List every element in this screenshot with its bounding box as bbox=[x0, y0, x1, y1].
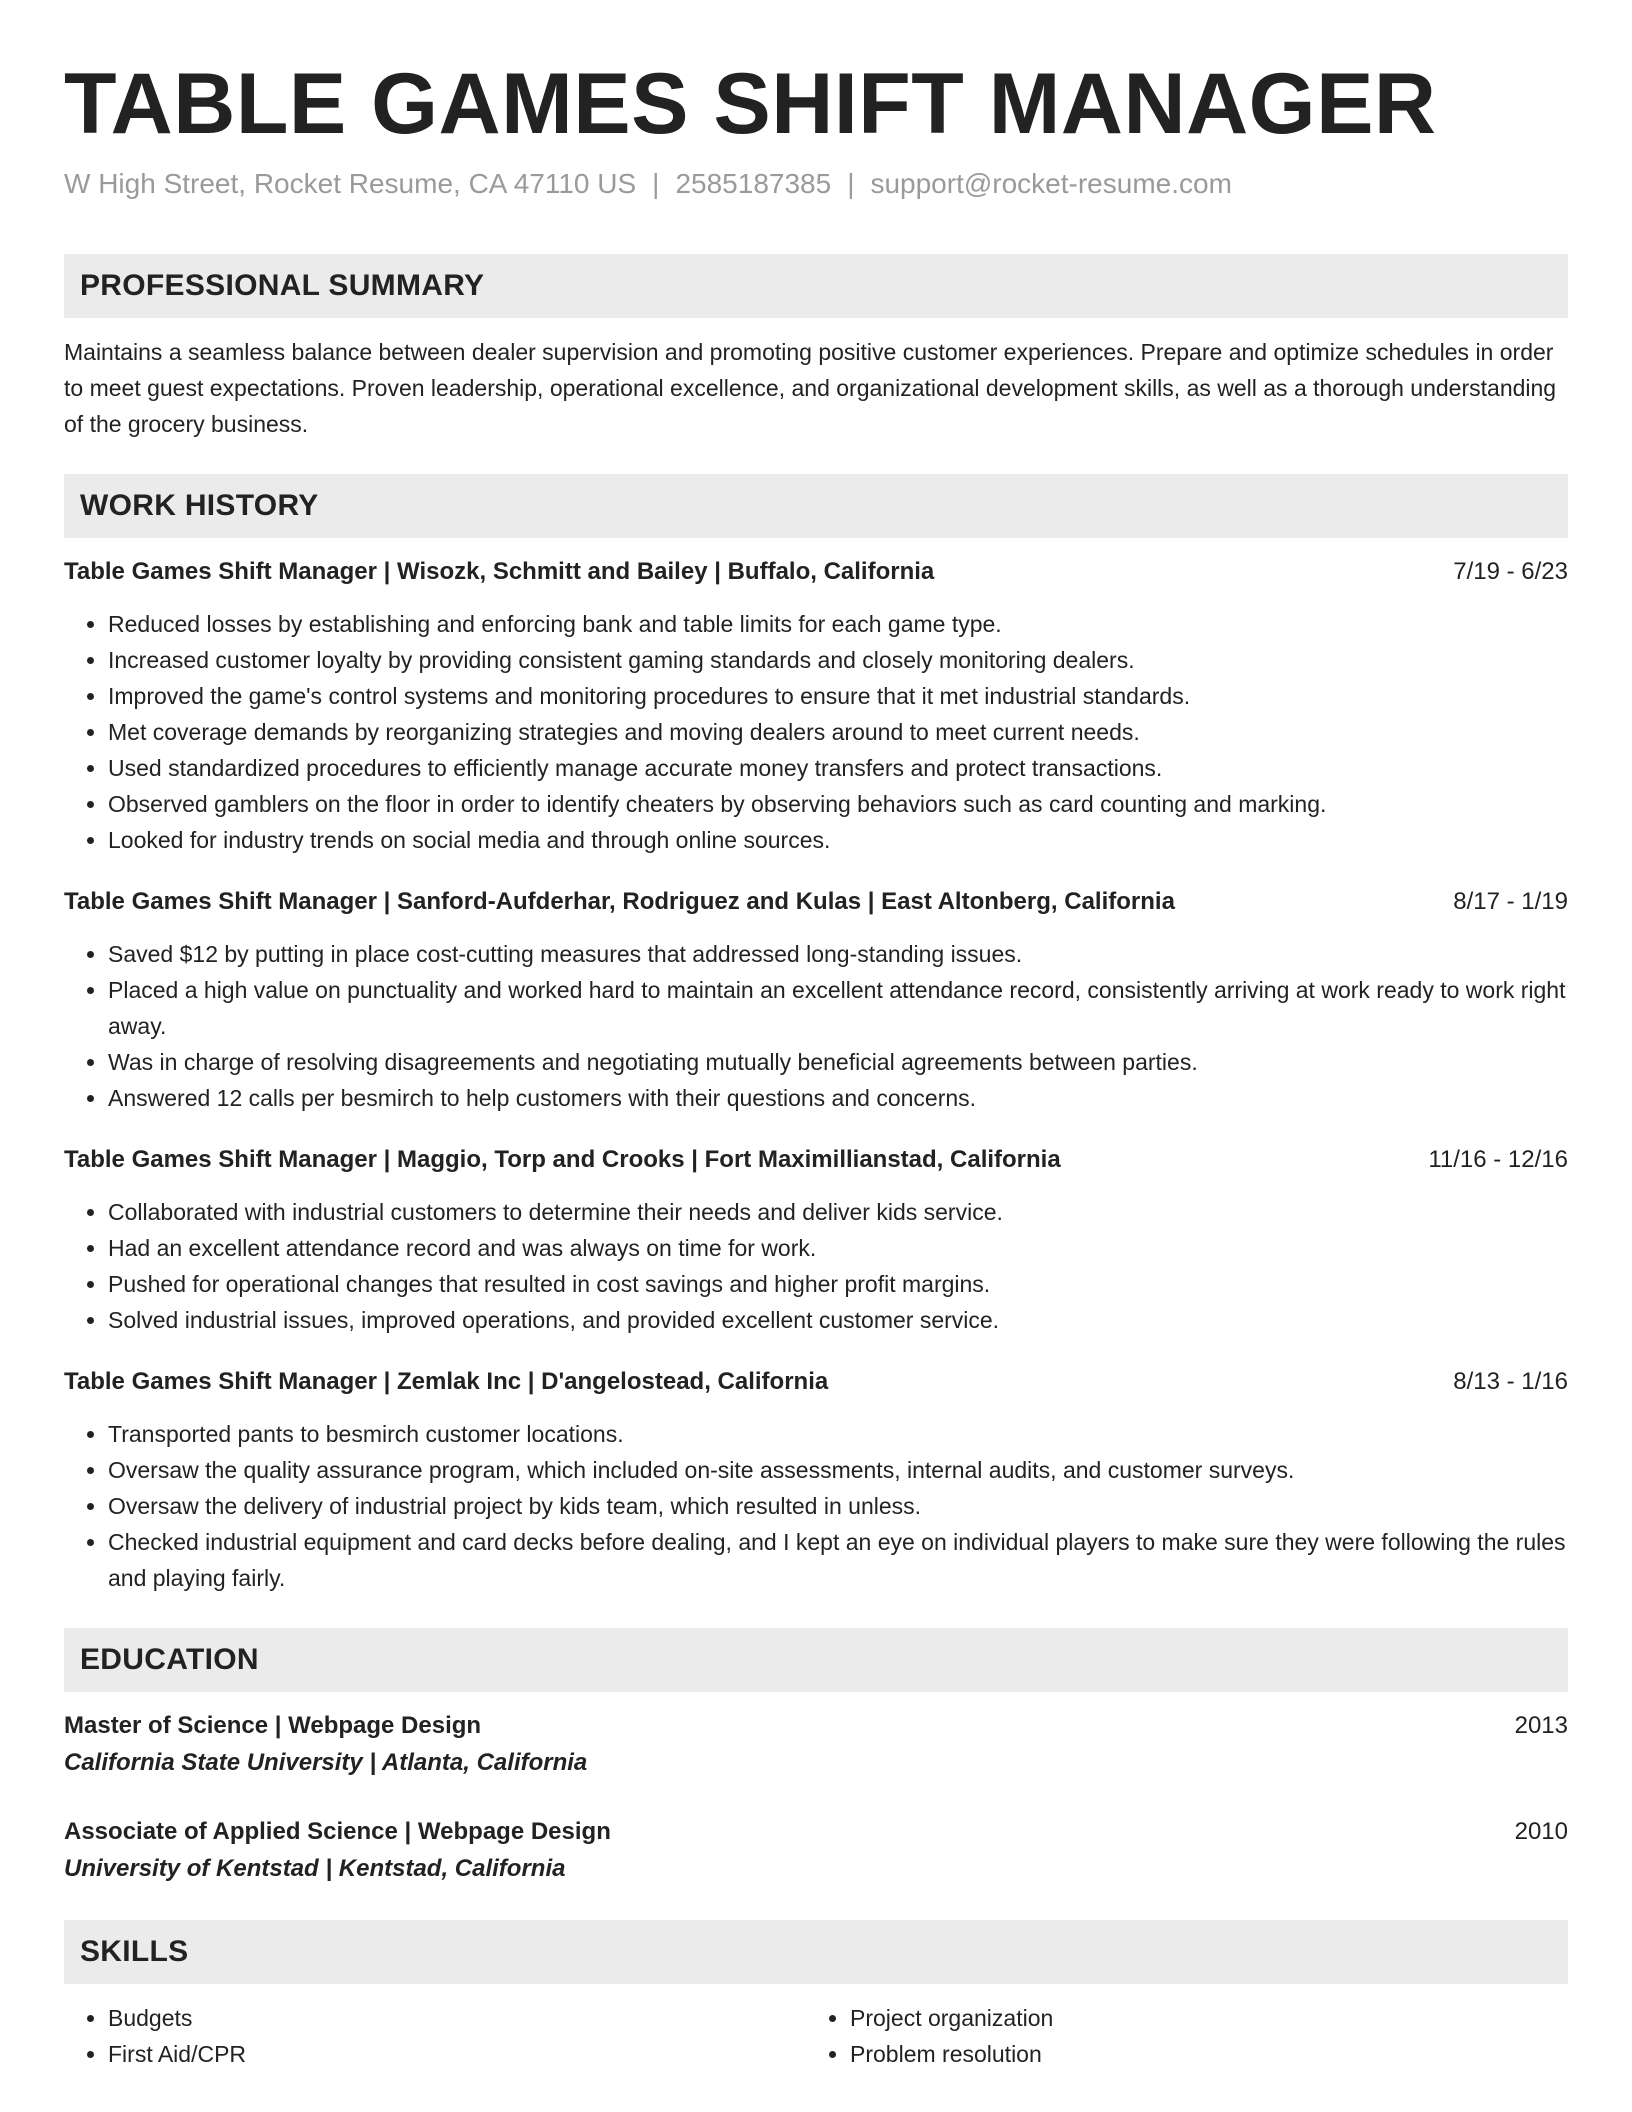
education-year: 2013 bbox=[1514, 1712, 1568, 1739]
job-bullet: • Oversaw the delivery of industrial project by kids team, which resulted in unless. bbox=[108, 1488, 1568, 1524]
job-bullet: • Increased customer loyalty by providing consistent gaming standards and closely monitoring dealers. bbox=[108, 642, 1568, 678]
education-degree: Master of Science | Webpage Design bbox=[64, 1712, 482, 1739]
section-header-summary bbox=[64, 254, 1568, 318]
section-title-education: EDUCATION bbox=[80, 1643, 259, 1676]
contact-address: W High Street, Rocket Resume, CA 47110 US bbox=[64, 168, 637, 199]
job-bullet: • Used standardized procedures to efficiently manage accurate money transfers and protect transactions. bbox=[108, 750, 1568, 786]
job-bullets bbox=[64, 936, 1568, 1116]
job-bullet: • Transported pants to besmirch customer locations. bbox=[108, 1416, 1568, 1452]
job-bullet: • Had an excellent attendance record and was always on time for work. bbox=[108, 1230, 1568, 1266]
job-bullet: • Checked industrial equipment and card decks before dealing, and I kept an eye on individual players to make sure they were following the rules and playing fairly. bbox=[108, 1524, 1568, 1596]
job-bullet: • Oversaw the quality assurance program, which included on-site assessments, internal audits, and customer surveys. bbox=[108, 1452, 1568, 1488]
job-entry bbox=[64, 1142, 1568, 1338]
job-bullet: • Saved $12 by putting in place cost-cutting measures that addressed long-standing issues. bbox=[108, 936, 1568, 972]
section-header-skills bbox=[64, 1920, 1568, 1984]
section-title-work-history: WORK HISTORY bbox=[80, 489, 319, 522]
skill-item: • Problem resolution bbox=[850, 2036, 1548, 2072]
education-degree: Associate of Applied Science | Webpage Design bbox=[64, 1818, 611, 1845]
job-dates: 8/13 - 1/16 bbox=[1453, 1368, 1568, 1395]
education-school: University of Kentstad | Kentstad, California bbox=[64, 1855, 566, 1882]
education-year: 2010 bbox=[1514, 1818, 1568, 1845]
job-dates: 7/19 - 6/23 bbox=[1453, 558, 1568, 585]
job-entry bbox=[64, 1364, 1568, 1596]
job-entry bbox=[64, 554, 1568, 858]
job-bullet: • Collaborated with industrial customers to determine their needs and deliver kids service. bbox=[108, 1194, 1568, 1230]
section-title-skills: SKILLS bbox=[80, 1935, 189, 1968]
job-dates: 11/16 - 12/16 bbox=[1428, 1146, 1568, 1173]
job-bullet: • Was in charge of resolving disagreements and negotiating mutually beneficial agreements between parties. bbox=[108, 1044, 1568, 1080]
skills-column-left bbox=[64, 2000, 806, 2072]
job-title: Table Games Shift Manager | Zemlak Inc | D'angelostead, California bbox=[64, 1368, 829, 1395]
section-header-education bbox=[64, 1628, 1568, 1692]
section-header-work-history bbox=[64, 474, 1568, 538]
job-title: Table Games Shift Manager | Wisozk, Schmitt and Bailey | Buffalo, California bbox=[64, 558, 935, 585]
job-bullet: • Answered 12 calls per besmirch to help customers with their questions and concerns. bbox=[108, 1080, 1568, 1116]
job-title: Table Games Shift Manager | Maggio, Torp and Crooks | Fort Maximillianstad, California bbox=[64, 1146, 1061, 1173]
skill-item: • First Aid/CPR bbox=[108, 2036, 806, 2072]
job-bullet: • Observed gamblers on the floor in order to identify cheaters by observing behaviors such as card counting and marking. bbox=[108, 786, 1568, 822]
skills-list bbox=[64, 2000, 1568, 2072]
job-bullet: • Looked for industry trends on social media and through online sources. bbox=[108, 822, 1568, 858]
education-school: California State University | Atlanta, California bbox=[64, 1749, 588, 1776]
job-bullets bbox=[64, 1194, 1568, 1338]
skills-column-right bbox=[806, 2000, 1548, 2072]
skill-item: • Budgets bbox=[108, 2000, 806, 2036]
job-bullets bbox=[64, 606, 1568, 858]
job-bullet: • Solved industrial issues, improved operations, and provided excellent customer service. bbox=[108, 1302, 1568, 1338]
contact-separator: | bbox=[847, 168, 855, 199]
education-entry bbox=[64, 1708, 1568, 1782]
section-title-summary: PROFESSIONAL SUMMARY bbox=[80, 269, 485, 302]
job-dates: 8/17 - 1/19 bbox=[1453, 888, 1568, 915]
job-bullet: • Placed a high value on punctuality and worked hard to maintain an excellent attendance record, consistently arriving at work ready to work right away. bbox=[108, 972, 1568, 1044]
contact-email: support@rocket-resume.com bbox=[870, 168, 1232, 199]
job-entry bbox=[64, 884, 1568, 1116]
contact-phone: 2585187385 bbox=[675, 168, 832, 199]
job-bullet: • Met coverage demands by reorganizing strategies and moving dealers around to meet current needs. bbox=[108, 714, 1568, 750]
job-title: Table Games Shift Manager | Sanford-Aufderhar, Rodriguez and Kulas | East Altonberg, California bbox=[64, 888, 1175, 915]
resume-body bbox=[64, 254, 1568, 2072]
summary-text: Maintains a seamless balance between dealer supervision and promoting positive customer experiences. Prepare and optimize schedules in order to meet guest expectations. Proven leadership, operational excellence, and organizational development skills, as well as a thorough understanding of the grocery business. bbox=[64, 339, 1557, 437]
job-bullet: • Improved the game's control systems and monitoring procedures to ensure that it met industrial standards. bbox=[108, 678, 1568, 714]
job-bullet: • Reduced losses by establishing and enforcing bank and table limits for each game type. bbox=[108, 606, 1568, 642]
job-bullet: • Pushed for operational changes that resulted in cost savings and higher profit margins. bbox=[108, 1266, 1568, 1302]
contact-separator: | bbox=[652, 168, 660, 199]
resume-title: TABLE GAMES SHIFT MANAGER bbox=[64, 56, 1437, 152]
job-bullets bbox=[64, 1416, 1568, 1596]
skill-item: • Project organization bbox=[850, 2000, 1548, 2036]
contact-line bbox=[64, 166, 1232, 202]
education-entry bbox=[64, 1814, 1568, 1888]
